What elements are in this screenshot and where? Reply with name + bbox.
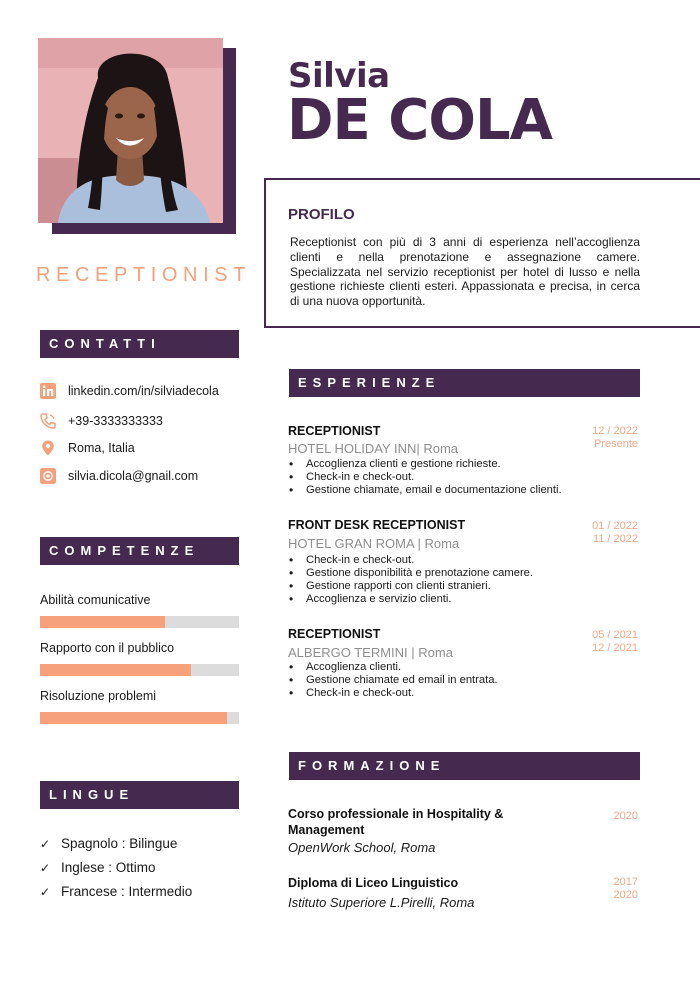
education-heading: FORMAZIONE <box>289 752 640 780</box>
education-dates <box>614 810 638 823</box>
skill-bar-fill <box>40 664 191 676</box>
check-icon: ✓ <box>40 860 51 875</box>
job-role: FRONT DESK RECEPTIONIST <box>288 518 466 532</box>
contact-text: silvia.dicola@gnail.com <box>68 469 199 483</box>
job-date-to: Presente <box>593 438 638 450</box>
language-item <box>40 884 192 899</box>
last-name: DE COLA <box>287 88 552 153</box>
skill-label: Abilità comunicative <box>40 593 151 607</box>
job-bullets <box>288 661 608 700</box>
language-item <box>40 836 177 851</box>
skill-bar-fill <box>40 616 165 628</box>
contact-text: Roma, Italia <box>68 441 135 455</box>
first-name: Silvia <box>288 56 390 96</box>
job-date-to: 12 / 2021 <box>592 642 638 654</box>
skill-label: Risoluzione problemi <box>40 689 157 703</box>
education-dates <box>614 876 638 902</box>
education-date-to: 2020 <box>613 889 638 901</box>
skill-bar-fill <box>40 712 227 724</box>
email-icon <box>40 468 56 484</box>
profile-photo <box>38 38 223 223</box>
portrait-illustration <box>38 38 223 223</box>
job-role: RECEPTIONIST <box>288 627 381 641</box>
check-icon: ✓ <box>40 884 51 899</box>
contact-location <box>40 439 135 457</box>
education-date-from: 2017 <box>613 876 638 888</box>
language-text: Inglese : Ottimo <box>61 860 156 875</box>
job-bullet: • Gestione disponibilità e prenotazione camere. <box>288 567 608 580</box>
job-company: ALBERGO TERMINI | Roma <box>288 645 453 660</box>
job-bullet: • Check-in e check-out. <box>288 471 608 484</box>
language-text: Spagnolo : Bilingue <box>61 836 178 851</box>
language-item <box>40 860 156 875</box>
job-dates <box>592 425 638 451</box>
contacts-heading: CONTATTI <box>40 330 239 358</box>
experience-heading: ESPERIENZE <box>289 369 640 397</box>
job-date-to: 11 / 2022 <box>592 533 638 545</box>
education-title: Diploma di Liceo Linguistico <box>288 876 459 890</box>
location-pin-icon <box>40 440 56 456</box>
job-bullet: • Check-in e check-out. <box>288 554 608 567</box>
education-title: Corso professionale in Hospitality & Management <box>288 807 504 837</box>
skill-bar <box>40 712 239 724</box>
contact-text: +39-3333333333 <box>68 414 163 428</box>
job-bullet: • Accoglienza clienti e gestione richieste. <box>288 458 608 471</box>
job-bullet: • Accoglienza clienti. <box>288 661 608 674</box>
job-bullet: • Gestione chiamate ed email in entrata. <box>288 674 608 687</box>
job-dates <box>592 629 638 655</box>
job-date-from: 01 / 2022 <box>592 520 638 532</box>
profile-text: Receptionist con più di 3 anni di esperienza nell’accoglienza clienti e nella prenotazione e assegnazione camere. Specializzata nel servizio receptionist per hotel di lusso e nella gestione richieste clienti esteri. Appassionata e precisa, in cerca di una nuova opportunità. <box>290 235 640 309</box>
check-icon: ✓ <box>40 836 51 851</box>
education-school: Istituto Superiore L.Pirelli, Roma <box>288 895 475 910</box>
job-bullet: • Gestione chiamate, email e documentazione clienti. <box>288 484 608 497</box>
job-dates <box>592 520 638 546</box>
contact-linkedin[interactable] <box>40 382 219 400</box>
job-bullets <box>288 554 608 606</box>
job-bullet: • Accoglienza e servizio clienti. <box>288 593 608 606</box>
contact-text: linkedin.com/in/silviadecola <box>68 384 219 398</box>
linkedin-icon <box>40 383 56 399</box>
job-date-from: 12 / 2022 <box>592 425 638 437</box>
education-date-from: 2020 <box>613 810 638 822</box>
job-bullets <box>288 458 608 497</box>
contact-email[interactable] <box>40 467 198 485</box>
skill-bar <box>40 664 239 676</box>
skill-label: Rapporto con il pubblico <box>40 641 175 655</box>
job-bullet: • Check-in e check-out. <box>288 687 608 700</box>
profile-title: PROFILO <box>288 206 355 223</box>
job-company: HOTEL GRAN ROMA | Roma <box>288 536 460 551</box>
skill-bar <box>40 616 239 628</box>
skills-heading: COMPETENZE <box>40 537 239 565</box>
education-school: OpenWork School, Roma <box>288 840 436 855</box>
job-company: HOTEL HOLIDAY INN| Roma <box>288 441 459 456</box>
job-role: RECEPTIONIST <box>288 424 381 438</box>
job-bullet: • Gestione rapporti con clienti stranieri. <box>288 580 608 593</box>
contact-phone[interactable] <box>40 412 163 430</box>
job-date-from: 05 / 2021 <box>592 629 638 641</box>
languages-heading: LINGUE <box>40 781 239 809</box>
phone-icon <box>40 413 56 429</box>
language-text: Francese : Intermedio <box>61 884 193 899</box>
job-title: RECEPTIONIST <box>36 264 251 286</box>
